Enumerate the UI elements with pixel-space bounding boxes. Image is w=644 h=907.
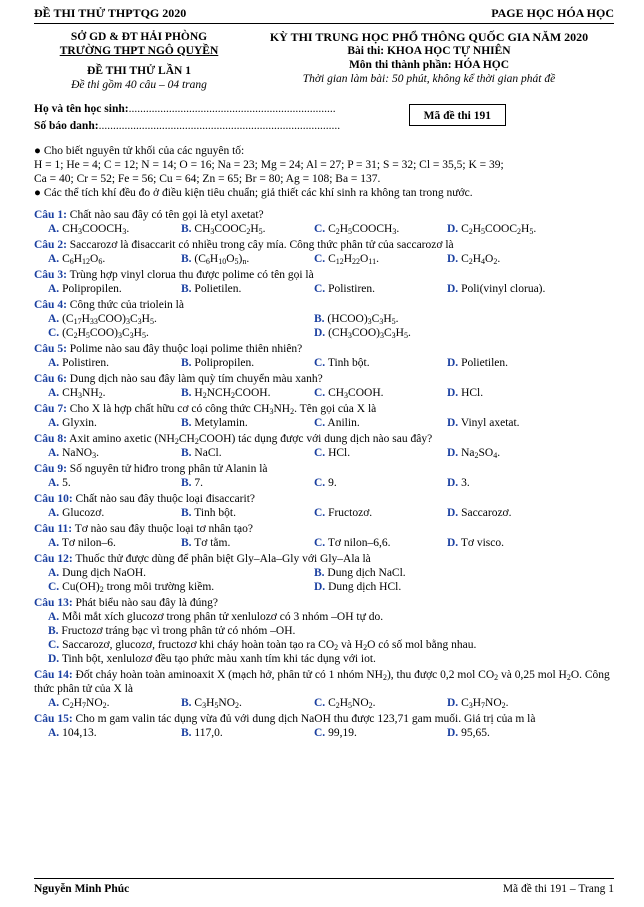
option-d[interactable]: D. Tinh bột, xenlulozơ đều tạo phức màu xanh tím khi tác dụng với iot. xyxy=(48,653,376,666)
options-row xyxy=(34,566,614,580)
question-stem xyxy=(34,522,614,536)
exam-header xyxy=(34,30,614,92)
info-line-1: ● Cho biết nguyên tử khối của các nguyên tố: xyxy=(34,144,245,157)
option-label: C. xyxy=(314,417,326,429)
option-label: D. xyxy=(447,477,459,490)
option-label: D. xyxy=(314,326,326,339)
option-b[interactable]: B. NaCl. xyxy=(181,447,222,460)
info-line-4: ● Các thể tích khí đều đo ở điều kiện tiêu chuẩn; giả thiết các khí sinh ra không tan trong nước. xyxy=(34,186,473,199)
options-row xyxy=(34,446,614,460)
question-8 xyxy=(34,432,614,460)
question-stem xyxy=(34,596,614,610)
question-number: Câu 11: xyxy=(34,523,73,536)
option-label: A. xyxy=(48,477,60,490)
option-label: D. xyxy=(447,417,459,429)
option-a[interactable]: A. 5. xyxy=(48,477,71,490)
option-d[interactable]: D. HCl. xyxy=(447,386,484,399)
exam-title: KỲ THI TRUNG HỌC PHỔ THÔNG QUỐC GIA NĂM 2020 xyxy=(269,29,589,44)
option-b[interactable]: B. 117,0. xyxy=(181,727,223,740)
option-c[interactable]: C. $Cu(OH)_2$ trong môi trường kiềm. xyxy=(48,581,215,595)
option-c[interactable]: C. Polistiren. xyxy=(314,282,376,295)
option-b[interactable]: B. $C_3H_5NO_2$. xyxy=(181,697,242,711)
question-stem xyxy=(34,298,614,312)
option-label: B. xyxy=(181,417,192,429)
top-left-title: ĐỀ THI THỬ THPTQG 2020 xyxy=(34,6,187,20)
question-stem xyxy=(34,238,614,252)
option-d[interactable]: D. $C_3H_7NO_2$. xyxy=(447,697,509,711)
option-label: D. xyxy=(447,282,459,295)
question-1 xyxy=(34,208,614,236)
option-label: D. xyxy=(447,222,459,235)
question-number: Câu 3: xyxy=(34,268,67,281)
option-a[interactable]: A. $C_6H_{12}O_6$. xyxy=(48,252,106,266)
student-id-dots: .................................................................................... xyxy=(98,119,341,132)
option-c[interactable]: C. Tinh bột. xyxy=(314,356,370,369)
question-11 xyxy=(34,522,614,550)
option-label: B. xyxy=(181,222,192,235)
option-label: C. xyxy=(314,697,326,710)
option-a[interactable]: A. Polipropilen. xyxy=(48,282,122,295)
question-number: Câu 9: xyxy=(34,463,67,476)
question-stem xyxy=(34,208,614,222)
option-d[interactable]: D. Dung dịch HCl. xyxy=(314,581,402,594)
option-label: C. xyxy=(314,386,326,399)
option-label: A. xyxy=(48,697,60,710)
question-stem xyxy=(34,462,614,476)
option-label: C. xyxy=(314,447,326,460)
option-c[interactable]: C. Fructozơ. xyxy=(314,507,373,520)
exam-subject: Bài thi: KHOA HỌC TỰ NHIÊN xyxy=(347,45,511,58)
student-info xyxy=(34,102,614,136)
department-name: SỞ GD & ĐT HẢI PHÒNG xyxy=(70,30,208,43)
option-label: A. xyxy=(48,386,60,399)
option-label: D. xyxy=(447,386,459,399)
exam-component: Môn thi thành phần: HÓA HỌC xyxy=(348,59,510,72)
options-row xyxy=(34,356,614,370)
option-d[interactable]: D. Vinyl axetat. xyxy=(447,417,520,429)
options-row xyxy=(34,252,614,266)
question-text: Dung dịch nào sau đây làm quỳ tím chuyển màu xanh? xyxy=(69,372,323,385)
exam-size-note: Đề thi gồm 40 câu – 04 trang xyxy=(71,78,207,91)
option-b[interactable]: B. $H_2NCH_2COOH$. xyxy=(181,386,271,400)
option-b[interactable]: B. Fructozơ tráng bạc vì trong phân tử có nhóm –OH. xyxy=(48,625,296,638)
question-text: Chất nào sau đây thuộc loại đisaccarit? xyxy=(75,493,255,506)
question-text: Saccarozơ là đisaccarit có nhiều trong cây mía. Công thức phân tử của saccarozơ là xyxy=(69,238,454,251)
question-number: Câu 1: xyxy=(34,208,67,221)
question-stem xyxy=(34,712,614,726)
option-d[interactable]: D. 3. xyxy=(447,477,470,490)
option-d[interactable]: D. 95,65. xyxy=(447,727,490,740)
option-d[interactable]: D. $(CH_3COO)_3C_3H_5$. xyxy=(314,326,411,340)
exam-code-box: Mã đề thi 191 xyxy=(409,104,506,126)
option-label: B. xyxy=(181,537,192,550)
option-label: A. xyxy=(48,727,60,740)
option-d[interactable]: D. Tơ visco. xyxy=(447,537,504,550)
options-row xyxy=(34,536,614,550)
option-label: D. xyxy=(48,653,60,666)
option-label: B. xyxy=(314,312,325,325)
question-number: Câu 8: xyxy=(34,433,67,446)
option-label: B. xyxy=(314,567,325,580)
option-b[interactable]: B. Metylamin. xyxy=(181,417,248,429)
option-label: C. xyxy=(314,507,326,520)
option-label: C. xyxy=(314,252,326,265)
option-label: D. xyxy=(447,507,459,520)
option-b[interactable]: B. 7. xyxy=(181,477,204,490)
question-stem xyxy=(34,432,614,446)
info-block xyxy=(34,144,614,200)
question-9 xyxy=(34,462,614,490)
question-number: Câu 2: xyxy=(34,238,67,251)
option-d[interactable]: D. Polietilen. xyxy=(447,356,509,369)
option-label: B. xyxy=(181,447,192,460)
option-label: D. xyxy=(447,697,459,710)
option-a[interactable]: A. NaNO$_3$. xyxy=(48,447,99,461)
question-2 xyxy=(34,238,614,266)
option-b[interactable]: B. Tinh bột. xyxy=(181,507,236,520)
option-label: C. xyxy=(314,282,326,295)
question-number: Câu 6: xyxy=(34,372,67,385)
option-label: B. xyxy=(48,625,59,638)
question-stem xyxy=(34,492,614,506)
options-row xyxy=(34,312,614,326)
question-12 xyxy=(34,552,614,594)
option-c[interactable]: C. HCl. xyxy=(314,447,351,460)
option-c[interactable]: C. $C_{12}H_{22}O_{11}$. xyxy=(314,252,379,266)
option-label: B. xyxy=(181,252,192,265)
options-row xyxy=(34,506,614,520)
option-label: A. xyxy=(48,537,60,550)
question-number: Câu 14: xyxy=(34,669,73,682)
question-list xyxy=(34,208,614,741)
option-label: C. xyxy=(314,727,326,740)
options-row xyxy=(34,416,614,430)
option-label: D. xyxy=(447,356,459,369)
option-b[interactable]: B. $(C_6H_{10}O_5)_n$. xyxy=(181,252,250,266)
option-a[interactable]: A. Glyxin. xyxy=(48,417,97,429)
question-number: Câu 5: xyxy=(34,342,67,355)
option-label: B. xyxy=(181,477,192,490)
header-left xyxy=(34,30,244,92)
question-stem xyxy=(34,268,614,282)
option-b[interactable]: B. $(HCOO)_3C_3H_5$. xyxy=(314,312,399,326)
question-4 xyxy=(34,298,614,340)
option-label: D. xyxy=(447,447,459,460)
question-number: Câu 13: xyxy=(34,597,73,610)
question-number: Câu 10: xyxy=(34,493,73,506)
option-b[interactable]: B. Dung dịch NaCl. xyxy=(314,567,406,580)
option-a[interactable]: A. Glucozơ. xyxy=(48,507,105,520)
options-row xyxy=(34,386,614,400)
question-text: Tơ nào sau đây thuộc loại tơ nhân tạo? xyxy=(74,523,253,536)
question-text: Polime nào sau đây thuộc loại polime thiên nhiên? xyxy=(69,342,303,355)
option-c[interactable]: C. $C_2H_5COOCH_3$. xyxy=(314,222,400,236)
question-text: Đốt cháy hoàn toàn aminoaxit X (mạch hở, phân tử có 1 nhóm $NH_2$), thu được 0,2 mol $CO_2$ và 0,25 mol $H_2O$. Công thức phân tử của X là xyxy=(34,669,610,696)
option-a[interactable]: A. Tơ nilon–6. xyxy=(48,537,116,550)
question-15 xyxy=(34,712,614,740)
option-label: B. xyxy=(181,697,192,710)
question-number: Câu 4: xyxy=(34,298,67,311)
option-c[interactable]: C. $CH_3COOH$. xyxy=(314,386,384,400)
option-label: C. xyxy=(314,537,326,550)
option-label: A. xyxy=(48,312,60,325)
option-label: B. xyxy=(181,727,192,740)
question-text: Cho X là hợp chất hữu cơ có công thức $CH_3NH_2$. Tên gọi của X là xyxy=(69,402,377,416)
options-row xyxy=(34,476,614,490)
student-name-label: Họ và tên học sinh: xyxy=(34,102,129,115)
option-label: C. xyxy=(48,639,60,652)
question-stem xyxy=(34,552,614,566)
option-d[interactable]: D. Poli(vinyl clorua). xyxy=(447,282,546,295)
option-label: C. xyxy=(48,326,60,339)
top-right-title: PAGE HỌC HÓA HỌC xyxy=(491,6,614,20)
option-b[interactable]: B. Tơ tằm. xyxy=(181,537,231,550)
option-c[interactable]: C. $C_2H_5NO_2$. xyxy=(314,697,376,711)
option-a[interactable]: A. $C_2H_7NO_2$. xyxy=(48,697,110,711)
question-stem xyxy=(34,342,614,356)
option-label: C. xyxy=(314,222,326,235)
header-right xyxy=(244,30,614,92)
option-label: D. xyxy=(447,252,459,265)
options-row xyxy=(34,282,614,296)
question-6 xyxy=(34,372,614,400)
question-10 xyxy=(34,492,614,520)
question-14 xyxy=(34,668,614,710)
option-d[interactable]: D. $C_2H_5COOC_2H_5$. xyxy=(447,222,537,236)
option-d[interactable]: D. $Na_2SO_4$. xyxy=(447,447,501,461)
option-label: D. xyxy=(447,727,459,740)
option-d[interactable]: D. Saccarozơ. xyxy=(447,507,512,520)
school-name: TRƯỜNG THPT NGÔ QUYỀN xyxy=(59,44,219,57)
option-label: C. xyxy=(48,581,60,594)
option-label: A. xyxy=(48,417,60,429)
option-c[interactable]: C. Saccarozơ, glucozơ, fructozơ khi cháy hoàn toàn tạo ra $CO_2$ và $H_2O$ có số mol bằng nhau. xyxy=(48,639,477,653)
footer-page-info: Mã đề thi 191 – Trang 1 xyxy=(502,883,614,895)
option-label: A. xyxy=(48,611,60,624)
question-text: Cho m gam valin tác dụng vừa đủ với dung dịch NaOH thu được 123,71 gam muối. Giá trị của m là xyxy=(75,713,536,726)
question-text: Số nguyên tử hiđro trong phân tử Alanin là xyxy=(69,463,268,476)
option-a[interactable]: A. Dung dịch NaOH. xyxy=(48,567,147,580)
option-label: A. xyxy=(48,252,60,265)
top-bar xyxy=(34,6,614,24)
footer-author: Nguyễn Minh Phúc xyxy=(34,883,130,895)
question-text: Phát biểu nào sau đây là đúng? xyxy=(75,597,218,610)
options-row xyxy=(34,580,614,594)
option-a[interactable]: A. Polistiren. xyxy=(48,356,110,369)
options-row xyxy=(34,326,614,340)
question-text: Axit amino axetic $(NH_2CH_2COOH)$ tác dụng được với dung dịch nào sau đây? xyxy=(69,433,433,447)
options-row xyxy=(34,726,614,740)
question-text: Trùng hợp vinyl clorua thu được polime có tên gọi là xyxy=(69,268,314,281)
option-c[interactable]: C. 9. xyxy=(314,477,337,490)
exam-time: Thời gian làm bài: 50 phút, không kể thời gian phát đề xyxy=(302,73,556,86)
student-name-dots: ........................................................................ xyxy=(128,102,336,115)
question-text: Thuốc thử được dùng để phân biệt Gly–Ala–Gly với Gly–Ala là xyxy=(75,553,371,566)
question-stem xyxy=(34,372,614,386)
question-stem xyxy=(34,402,614,416)
option-label: A. xyxy=(48,282,60,295)
option-label: A. xyxy=(48,356,60,369)
option-label: B. xyxy=(181,356,192,369)
option-a[interactable]: A. 104,13. xyxy=(48,727,97,740)
option-c[interactable]: C. Tơ nilon–6,6. xyxy=(314,537,391,550)
question-number: Câu 12: xyxy=(34,553,73,566)
option-label: A. xyxy=(48,447,60,460)
option-label: B. xyxy=(181,282,192,295)
option-label: A. xyxy=(48,222,60,235)
options-row xyxy=(34,222,614,236)
option-a[interactable]: A. $CH_3NH_2$. xyxy=(48,386,106,400)
option-label: A. xyxy=(48,567,60,580)
option-c[interactable]: C. $(C_2H_5COO)_3C_3H_5$. xyxy=(48,326,149,340)
info-line-3: Ca = 40; Cr = 52; Fe = 56; Cu = 64; Zn = 65; Br = 80; Ag = 108; Ba = 137. xyxy=(34,172,381,185)
option-label: C. xyxy=(314,477,326,490)
question-number: Câu 15: xyxy=(34,713,73,726)
option-label: B. xyxy=(181,386,192,399)
option-b[interactable]: B. $CH_3COOC_2H_5$. xyxy=(181,222,266,236)
option-a[interactable]: A. $(C_{17}H_{33}COO)_3C_3H_5$. xyxy=(48,312,157,326)
option-c[interactable]: C. Anilin. xyxy=(314,417,360,429)
student-id-label: Số báo danh: xyxy=(34,119,99,132)
option-label: C. xyxy=(314,356,326,369)
option-a[interactable]: A. Mỗi mắt xích glucozơ trong phân tử xenlulozơ có 3 nhóm –OH tự do. xyxy=(48,611,384,624)
info-line-2: H = 1; He = 4; C = 12; N = 14; O = 16; Na = 23; Mg = 24; Al = 27; P = 31; S = 32; Cl = 35,5; K = 39; xyxy=(34,158,504,171)
exam-round: ĐỀ THI THỬ LẦN 1 xyxy=(87,64,191,77)
question-text: Chất nào sau đây có tên gọi là etyl axetat? xyxy=(69,208,264,221)
question-stem xyxy=(34,668,614,696)
option-b[interactable]: B. Polipropilen. xyxy=(181,356,255,369)
option-label: B. xyxy=(181,507,192,520)
question-5 xyxy=(34,342,614,370)
option-label: D. xyxy=(447,537,459,550)
option-d[interactable]: D. $C_2H_4O_2$. xyxy=(447,252,501,266)
question-text: Công thức của triolein là xyxy=(69,298,184,311)
question-13 xyxy=(34,596,614,666)
option-b[interactable]: B. Polietilen. xyxy=(181,282,242,295)
option-a[interactable]: A. $CH_3COOCH_3$. xyxy=(48,222,130,236)
option-label: D. xyxy=(314,581,326,594)
question-7 xyxy=(34,402,614,430)
question-number: Câu 7: xyxy=(34,402,67,415)
question-3 xyxy=(34,268,614,296)
option-label: A. xyxy=(48,507,60,520)
page-footer xyxy=(34,878,614,896)
option-c[interactable]: C. 99,19. xyxy=(314,727,357,740)
options-row xyxy=(34,696,614,710)
